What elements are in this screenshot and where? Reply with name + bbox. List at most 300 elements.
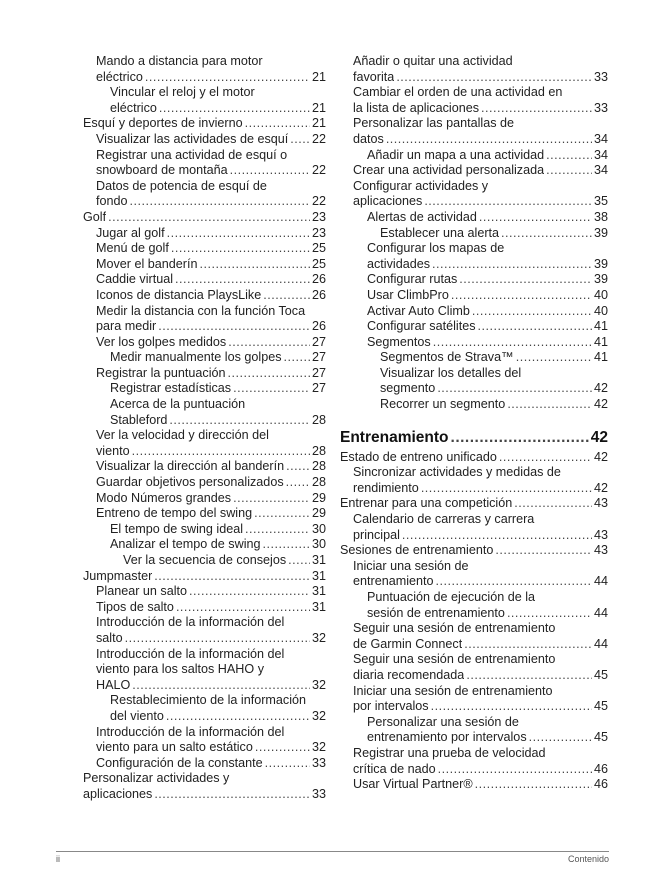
- toc-page-number: 29: [311, 506, 326, 521]
- toc-entry[interactable]: [340, 85, 608, 116]
- toc-page-number: 34: [593, 131, 608, 146]
- toc-entry[interactable]: [83, 693, 326, 724]
- toc-page-number: 31: [311, 568, 326, 583]
- toc-page-number: 27: [311, 365, 326, 380]
- toc-entry-line: [340, 428, 608, 448]
- toc-entry-text: entrenamiento: [353, 574, 434, 589]
- toc-leader-dots: [499, 450, 592, 466]
- toc-entry[interactable]: [340, 116, 608, 147]
- toc-entry-text: Jugar al golf: [96, 225, 165, 240]
- toc-page-number: 39: [593, 225, 608, 240]
- toc-entry-line: [353, 132, 608, 148]
- toc-leader-dots: [130, 194, 310, 210]
- toc-leader-dots: [459, 272, 592, 288]
- toc-entry[interactable]: [83, 771, 326, 802]
- toc-entry[interactable]: [83, 116, 326, 132]
- toc-page-number: 42: [593, 397, 608, 412]
- toc-entry-line: [96, 257, 326, 273]
- toc-entry-text: Configurar rutas: [367, 272, 458, 287]
- toc-entry[interactable]: [340, 226, 608, 242]
- toc-entry[interactable]: [83, 179, 326, 210]
- toc-leader-dots: [159, 101, 310, 117]
- toc-entry-text: la lista de aplicaciones: [353, 100, 480, 115]
- toc-entry-line: [96, 132, 326, 148]
- toc-entry-text: Acerca de la puntuación: [110, 397, 246, 412]
- toc-entry[interactable]: [83, 725, 326, 756]
- toc-entry[interactable]: [340, 304, 608, 320]
- toc-entry[interactable]: [340, 715, 608, 746]
- toc-page-number: 39: [593, 256, 608, 271]
- toc-entry[interactable]: [340, 210, 608, 226]
- toc-page-number: 21: [311, 69, 326, 84]
- toc-entry[interactable]: [83, 272, 326, 288]
- toc-entry-text: entrenamiento por intervalos: [367, 730, 527, 745]
- toc-entry-line: [96, 319, 326, 335]
- toc-page-number: 33: [311, 786, 326, 801]
- toc-entry-line: [380, 397, 608, 413]
- toc-entry-text: aplicaciones: [353, 194, 423, 209]
- toc-entry-text: viento para los saltos HAHO y: [96, 662, 264, 677]
- toc-leader-dots: [501, 226, 592, 242]
- toc-leader-dots: [286, 475, 310, 491]
- toc-page-number: 46: [593, 777, 608, 792]
- toc-leader-dots: [436, 574, 592, 590]
- toc-entry[interactable]: [340, 621, 608, 652]
- toc-leader-dots: [263, 537, 310, 553]
- toc-page-number: 42: [593, 480, 608, 495]
- toc-entry[interactable]: [83, 615, 326, 646]
- toc-entry-line: [380, 350, 608, 366]
- toc-entry-text: Medir la distancia con la función Toca: [96, 303, 306, 318]
- toc-leader-dots: [386, 132, 592, 148]
- toc-leader-dots: [479, 210, 592, 226]
- toc-entry[interactable]: [340, 272, 608, 288]
- toc-entry-text: Entrenar para una competición: [340, 496, 513, 511]
- toc-page-number: 22: [311, 163, 326, 178]
- toc-entry-text: eléctrico: [96, 69, 143, 84]
- toc-entry-line: [96, 756, 326, 772]
- toc-page-number: 23: [311, 209, 326, 224]
- toc-entry-text: Personalizar una sesión de: [367, 714, 519, 729]
- toc-entry-text: Golf: [83, 209, 107, 224]
- toc-page-number: 32: [311, 677, 326, 692]
- toc-entry-text: Añadir o quitar una actividad: [353, 54, 513, 68]
- toc-entry-line: [96, 491, 326, 507]
- toc-entry-text: Configurar actividades y: [353, 178, 489, 193]
- toc-page-number: 26: [311, 319, 326, 334]
- toc-left-column: [83, 54, 326, 803]
- toc-entry[interactable]: [83, 148, 326, 179]
- toc-entry-line: [367, 148, 608, 164]
- toc-entry-text: Segmentos: [367, 334, 431, 349]
- toc-leader-dots: [265, 756, 310, 772]
- toc-leader-dots: [284, 350, 310, 366]
- toc-entry-text: Caddie virtual: [96, 272, 174, 287]
- toc-entry-text: Vincular el reloj y el motor: [110, 85, 255, 100]
- toc-entry-text: Entrenamiento: [340, 428, 449, 446]
- toc-entry-text: Personalizar las pantallas de: [353, 116, 515, 131]
- toc-entry-text: snowboard de montaña: [96, 163, 228, 178]
- toc-entry-text: por intervalos: [353, 699, 429, 714]
- toc-entry[interactable]: [83, 397, 326, 428]
- toc-page-number: 42: [593, 381, 608, 396]
- toc-entry[interactable]: [83, 257, 326, 273]
- toc-entry[interactable]: [340, 496, 608, 512]
- toc-entry[interactable]: [83, 459, 326, 475]
- toc-entry[interactable]: [83, 506, 326, 522]
- toc-leader-dots: [169, 413, 310, 429]
- toc-page-number: 42: [593, 449, 608, 464]
- toc-entry-line: [367, 335, 608, 351]
- toc-page-number: 34: [593, 147, 608, 162]
- toc-page-number: 33: [593, 69, 608, 84]
- toc-entry-line: [110, 537, 326, 553]
- toc-entry-text: Registrar estadísticas: [110, 381, 232, 396]
- toc-entry-line: [340, 543, 608, 559]
- toc-entry-text: Ver la secuencia de consejos: [123, 553, 287, 567]
- toc-leader-dots: [507, 606, 592, 622]
- toc-entry[interactable]: [340, 366, 608, 397]
- toc-entry-line: [96, 600, 326, 616]
- toc-entry-line: [353, 528, 608, 544]
- toc-entry-text: Stableford: [110, 412, 168, 427]
- toc-entry-line: [353, 574, 608, 590]
- toc-page-number: 21: [311, 100, 326, 115]
- toc-entry[interactable]: [83, 304, 326, 335]
- toc-leader-dots: [171, 241, 310, 257]
- toc-page-number: 42: [590, 428, 608, 446]
- toc-leader-dots: [472, 304, 592, 320]
- toc-entry[interactable]: [83, 475, 326, 491]
- toc-entry-text: Estado de entreno unificado: [340, 449, 497, 464]
- toc-entry-line: [353, 70, 608, 86]
- toc-entry[interactable]: [340, 288, 608, 304]
- toc-page-number: 32: [311, 630, 326, 645]
- toc-entry-line: [367, 319, 608, 335]
- toc-entry-text: Introducción de la información del: [96, 615, 285, 630]
- toc-page-number: 45: [593, 667, 608, 682]
- toc-entry-line: [340, 450, 608, 466]
- toc-page-number: 41: [593, 319, 608, 334]
- toc-page-number: 30: [311, 521, 326, 536]
- toc-page-number: 27: [311, 334, 326, 349]
- toc-entry-text: Personalizar actividades y: [83, 771, 230, 786]
- toc-entry[interactable]: [340, 241, 608, 272]
- toc-page-number: 44: [593, 636, 608, 651]
- toc-entry-text: Configuración de la constante: [96, 755, 263, 770]
- toc-entry[interactable]: [340, 543, 608, 559]
- toc-entry-text: viento: [96, 443, 130, 458]
- toc-entry-text: aplicaciones: [83, 786, 153, 801]
- toc-page-number: 31: [311, 599, 326, 614]
- toc-entry[interactable]: [340, 163, 608, 179]
- toc-entry[interactable]: [83, 522, 326, 538]
- toc-entry-text: Ver los golpes medidos: [96, 334, 227, 349]
- toc-page-number: 28: [311, 459, 326, 474]
- toc-page-number: 32: [311, 708, 326, 723]
- toc-entry[interactable]: [340, 179, 608, 210]
- toc-entry-text: actividades: [367, 256, 431, 271]
- toc-entry-line: [380, 226, 608, 242]
- toc-entry[interactable]: [83, 210, 326, 226]
- toc-entry[interactable]: [340, 512, 608, 543]
- toc-leader-dots: [245, 116, 310, 132]
- toc-entry-line: [340, 496, 608, 512]
- toc-entry-line: [353, 762, 608, 778]
- toc-leader-dots: [424, 194, 592, 210]
- toc-entry[interactable]: [83, 366, 326, 382]
- toc-page-number: 43: [593, 543, 608, 558]
- toc-entry-text: de Garmin Connect: [353, 636, 463, 651]
- toc-entry[interactable]: [340, 465, 608, 496]
- toc-page-number: 38: [593, 209, 608, 224]
- toc-leader-dots: [402, 528, 592, 544]
- toc-entry-text: Registrar la puntuación: [96, 365, 226, 380]
- toc-entry-line: [96, 226, 326, 242]
- toc-entry-line: [96, 584, 326, 600]
- toc-entry-line: [96, 70, 326, 86]
- toc-leader-dots: [233, 491, 310, 507]
- toc-entry[interactable]: [83, 553, 326, 569]
- toc-entry-line: [123, 553, 326, 569]
- toc-entry-line: [83, 116, 326, 132]
- toc-page-number: 34: [593, 163, 608, 178]
- toc-entry-text: Configurar los mapas de: [367, 241, 505, 256]
- toc-page-number: 40: [593, 303, 608, 318]
- toc-entry-text: Activar Auto Climb: [367, 303, 470, 318]
- toc-entry-line: [110, 350, 326, 366]
- toc-leader-dots: [438, 762, 592, 778]
- toc-entry-text: Modo Números grandes: [96, 490, 232, 505]
- toc-leader-dots: [432, 257, 592, 273]
- toc-entry[interactable]: [83, 537, 326, 553]
- toc-entry-text: Mando a distancia para motor: [96, 54, 263, 68]
- toc-entry-text: Visualizar la dirección al banderín: [96, 459, 285, 474]
- toc-entry-text: Menú de golf: [96, 241, 169, 256]
- toc-entry[interactable]: [83, 381, 326, 397]
- toc-entry-text: Crear una actividad personalizada: [353, 163, 545, 178]
- toc-leader-dots: [167, 226, 310, 242]
- toc-entry-line: [110, 709, 326, 725]
- toc-entry[interactable]: [83, 569, 326, 585]
- toc-leader-dots: [166, 709, 310, 725]
- toc-entry-line: [96, 678, 326, 694]
- toc-entry[interactable]: [83, 132, 326, 148]
- toc-page-number: 41: [593, 350, 608, 365]
- toc-page-number: 44: [593, 605, 608, 620]
- toc-leader-dots: [475, 777, 592, 793]
- toc-entry-text: rendimiento: [353, 480, 419, 495]
- toc-entry-text: Tipos de salto: [96, 599, 174, 614]
- toc-entry-line: [83, 787, 326, 803]
- toc-entry-line: [380, 381, 608, 397]
- toc-leader-dots: [495, 543, 592, 559]
- toc-leader-dots: [263, 288, 310, 304]
- toc-entry-text: Introducción de la información del: [96, 646, 285, 661]
- toc-entry-text: Sincronizar actividades y medidas de: [353, 465, 561, 480]
- toc-entry[interactable]: [83, 428, 326, 459]
- toc-leader-dots: [546, 163, 592, 179]
- toc-page-number: 27: [311, 350, 326, 365]
- toc-entry-line: [367, 288, 608, 304]
- toc-leader-dots: [233, 381, 310, 397]
- toc-leader-dots: [431, 699, 592, 715]
- toc-entry-text: Jumpmaster: [83, 568, 153, 583]
- toc-entry[interactable]: [340, 652, 608, 683]
- toc-leader-dots: [108, 210, 310, 226]
- toc-leader-dots: [286, 459, 310, 475]
- toc-leader-dots: [132, 444, 310, 460]
- toc-leader-dots: [228, 366, 310, 382]
- toc-page-number: 26: [311, 272, 326, 287]
- toc-entry-line: [96, 241, 326, 257]
- toc-entry[interactable]: [340, 319, 608, 335]
- toc-entry[interactable]: [340, 684, 608, 715]
- toc-entry-text: salto: [96, 630, 123, 645]
- toc-entry-line: [367, 257, 608, 273]
- toc-entry-text: Iniciar una sesión de entrenamiento: [353, 683, 553, 698]
- toc-leader-dots: [255, 740, 310, 756]
- toc-entry[interactable]: [83, 335, 326, 351]
- toc-leader-dots: [451, 428, 589, 448]
- toc-entry[interactable]: [83, 54, 326, 85]
- toc-leader-dots: [145, 70, 310, 86]
- toc-page-number: 26: [311, 287, 326, 302]
- toc-entry[interactable]: [83, 241, 326, 257]
- toc-entry-text: Visualizar las actividades de esquí: [96, 131, 289, 146]
- toc-entry-text: Mover el banderín: [96, 256, 198, 271]
- toc-entry-text: Cambiar el orden de una actividad en: [353, 85, 563, 100]
- toc-entry-text: Esquí y deportes de invierno: [83, 116, 243, 131]
- toc-entry-line: [96, 475, 326, 491]
- toc-leader-dots: [464, 637, 592, 653]
- toc-page-number: 35: [593, 194, 608, 209]
- toc-entry[interactable]: [340, 590, 608, 621]
- toc-right-column: [340, 54, 608, 793]
- toc-leader-dots: [433, 335, 592, 351]
- toc-entry-line: [367, 304, 608, 320]
- toc-entry[interactable]: [83, 584, 326, 600]
- toc-entry-line: [96, 194, 326, 210]
- toc-entry-text: Usar ClimbPro: [367, 287, 449, 302]
- toc-entry[interactable]: [340, 746, 608, 777]
- toc-page-number: 25: [311, 256, 326, 271]
- toc-leader-dots: [176, 600, 310, 616]
- toc-entry-line: [353, 699, 608, 715]
- toc-entry-text: HALO: [96, 677, 131, 692]
- toc-entry[interactable]: [340, 350, 608, 366]
- toc-entry-text: Iniciar una sesión de: [353, 558, 469, 573]
- toc-entry-line: [353, 163, 608, 179]
- toc-page-number: 39: [593, 272, 608, 287]
- toc-page-number: 22: [311, 194, 326, 209]
- toc-entry-line: [96, 272, 326, 288]
- toc-entry[interactable]: [340, 450, 608, 466]
- toc-entry[interactable]: [83, 350, 326, 366]
- toc-entry[interactable]: [340, 559, 608, 590]
- toc-entry-text: Seguir una sesión de entrenamiento: [353, 621, 556, 636]
- toc-entry-text: crítica de nado: [353, 761, 436, 776]
- toc-entry[interactable]: [83, 756, 326, 772]
- toc-entry[interactable]: [83, 226, 326, 242]
- toc-entry[interactable]: [83, 491, 326, 507]
- toc-page-number: 41: [593, 334, 608, 349]
- toc-entry-text: eléctrico: [110, 100, 157, 115]
- toc-page-number: 22: [311, 131, 326, 146]
- toc-leader-dots: [189, 584, 310, 600]
- toc-entry-text: viento para un salto estático: [96, 740, 253, 755]
- toc-entry-line: [110, 101, 326, 117]
- toc-entry[interactable]: [83, 288, 326, 304]
- toc-entry-text: Segmentos de Strava™: [380, 350, 514, 365]
- toc-entry-line: [96, 444, 326, 460]
- toc-page-number: 43: [593, 527, 608, 542]
- toc-entry-text: Iconos de distancia PlaysLike: [96, 287, 262, 302]
- toc-page-number: 28: [311, 475, 326, 490]
- toc-leader-dots: [396, 70, 592, 86]
- toc-entry[interactable]: [340, 777, 608, 793]
- toc-entry-text: Registrar una actividad de esquí o: [96, 147, 288, 162]
- toc-entry-text: Alertas de actividad: [367, 209, 477, 224]
- toc-entry-text: Entreno de tempo del swing: [96, 506, 253, 521]
- toc-entry[interactable]: [340, 148, 608, 164]
- toc-page-number: 45: [593, 730, 608, 745]
- toc-entry-text: Puntuación de ejecución de la: [367, 590, 536, 604]
- page-footer: [56, 851, 609, 864]
- toc-entry-text: Establecer una alerta: [380, 225, 500, 240]
- toc-entry[interactable]: [83, 647, 326, 694]
- toc-entry-text: Guardar objetivos personalizados: [96, 475, 284, 490]
- toc-entry[interactable]: [83, 600, 326, 616]
- toc-entry-text: Analizar el tempo de swing: [110, 537, 261, 552]
- toc-section-heading[interactable]: [340, 428, 608, 448]
- toc-entry-text: para medir: [96, 319, 157, 334]
- toc-page-number: 33: [593, 100, 608, 115]
- toc-leader-dots: [451, 288, 592, 304]
- toc-page-number: 43: [593, 496, 608, 511]
- toc-page-number: 28: [311, 443, 326, 458]
- toc-entry[interactable]: [340, 397, 608, 413]
- toc-entry-line: [353, 101, 608, 117]
- toc-entry-line: [110, 522, 326, 538]
- toc-entry-line: [110, 381, 326, 397]
- toc-entry-text: Usar Virtual Partner®: [353, 777, 473, 792]
- toc-entry-line: [96, 459, 326, 475]
- toc-entry-text: segmento: [380, 381, 436, 396]
- toc-entry[interactable]: [340, 335, 608, 351]
- toc-entry-line: [83, 210, 326, 226]
- toc-entry-text: diaria recomendada: [353, 667, 465, 682]
- toc-entry-text: datos: [353, 131, 384, 146]
- toc-entry-line: [353, 668, 608, 684]
- toc-entry-text: Introducción de la información del: [96, 724, 285, 739]
- toc-entry-line: [353, 194, 608, 210]
- toc-entry-line: [96, 631, 326, 647]
- toc-page-number: 29: [311, 490, 326, 505]
- toc-leader-dots: [288, 553, 310, 569]
- toc-page-number: 30: [311, 537, 326, 552]
- toc-entry-text: Ver la velocidad y dirección del: [96, 428, 269, 443]
- toc-leader-dots: [546, 148, 592, 164]
- toc-entry[interactable]: [340, 54, 608, 85]
- toc-entry-text: Calendario de carreras y carrera: [353, 512, 535, 527]
- toc-page-number: 23: [311, 225, 326, 240]
- toc-entry-text: favorita: [353, 69, 395, 84]
- toc-entry-text: Planear un salto: [96, 584, 188, 599]
- toc-entry[interactable]: [83, 85, 326, 116]
- toc-leader-dots: [125, 631, 310, 647]
- toc-leader-dots: [514, 496, 592, 512]
